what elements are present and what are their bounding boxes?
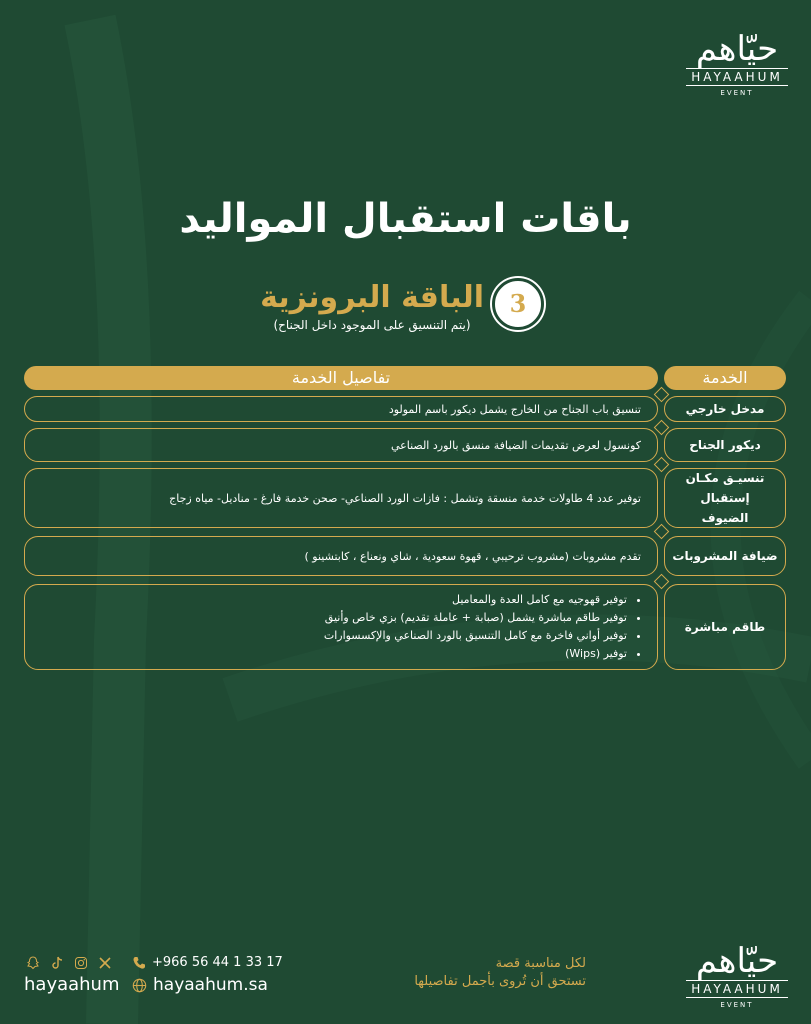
row-detail-1: تنسيق باب الجناح من الخارج يشمل ديكور باسم المولود bbox=[24, 396, 658, 422]
row-service-1: مدخل خارجي bbox=[664, 396, 786, 422]
row-service-5: طاقم مباشرة bbox=[664, 584, 786, 670]
top-logo bbox=[686, 29, 788, 97]
row-detail-5 bbox=[24, 584, 658, 670]
tagline-line-1: لكل مناسبة قصة bbox=[495, 956, 586, 971]
row-detail-2: كونسول لعرض تقديمات الضيافة منسق بالورد الصناعي bbox=[24, 428, 658, 462]
x-icon[interactable] bbox=[98, 956, 112, 970]
tagline-line-2: تستحق أن تُروى بأجمل تفاصيلها bbox=[414, 974, 586, 989]
header-details: تفاصيل الخدمة bbox=[24, 366, 658, 390]
globe-icon bbox=[132, 978, 147, 993]
row-service-3: تنسيـق مكـان إستقبال الضيوف bbox=[664, 468, 786, 528]
logo-arabic: حيّاهم bbox=[695, 29, 779, 69]
bullet-list bbox=[324, 591, 641, 663]
list-item: • توفير أواني فاخرة مع كامل التنسيق بالورد الصناعي والإكسسوارات bbox=[324, 627, 627, 645]
package-number-badge: 3 bbox=[492, 278, 544, 330]
tiktok-icon[interactable] bbox=[50, 956, 64, 970]
phone-contact[interactable] bbox=[132, 955, 283, 970]
package-name: الباقة البرونزية bbox=[260, 280, 484, 315]
row-service-2: ديكور الجناح bbox=[664, 428, 786, 462]
row-service-4: ضيافة المشروبات bbox=[664, 536, 786, 576]
website-url: hayaahum.sa bbox=[153, 975, 268, 995]
snapchat-icon[interactable] bbox=[26, 956, 40, 970]
logo-english: HAYAAHUM bbox=[686, 68, 788, 86]
phone-number: +966 56 44 1 33 17 bbox=[152, 955, 283, 970]
website-contact[interactable] bbox=[132, 975, 268, 995]
phone-icon bbox=[132, 956, 146, 970]
social-icons bbox=[26, 956, 112, 970]
package-note: (يتم التنسيق على الموجود داخل الجناح) bbox=[273, 318, 471, 332]
bottom-logo bbox=[686, 941, 788, 1009]
list-item: • توفير قهوجيه مع كامل العدة والمعاميل bbox=[324, 591, 627, 609]
list-item: • توفير (Wips) bbox=[324, 645, 627, 663]
row-detail-3: توفير عدد 4 طاولات خدمة منسقة وتشمل : فازات الورد الصناعي- صحن خدمة فارغ - مناديل- مياه زجاج bbox=[24, 468, 658, 528]
logo-arabic: حيّاهم bbox=[695, 941, 779, 981]
row-detail-4: تقدم مشروبات (مشروب ترحيبي ، قهوة سعودية ، شاي ونعناع ، كابتشينو ) bbox=[24, 536, 658, 576]
header-service: الخدمة bbox=[664, 366, 786, 390]
social-handle[interactable]: hayaahum bbox=[24, 974, 120, 995]
page-title: باقات استقبال المواليد bbox=[179, 196, 632, 242]
logo-event: EVENT bbox=[720, 1001, 754, 1009]
instagram-icon[interactable] bbox=[74, 956, 88, 970]
logo-english: HAYAAHUM bbox=[686, 980, 788, 998]
logo-event: EVENT bbox=[720, 89, 754, 97]
list-item: • توفير طاقم مباشرة يشمل (صبابة + عاملة تقديم) بزي خاص وأنيق bbox=[324, 609, 627, 627]
